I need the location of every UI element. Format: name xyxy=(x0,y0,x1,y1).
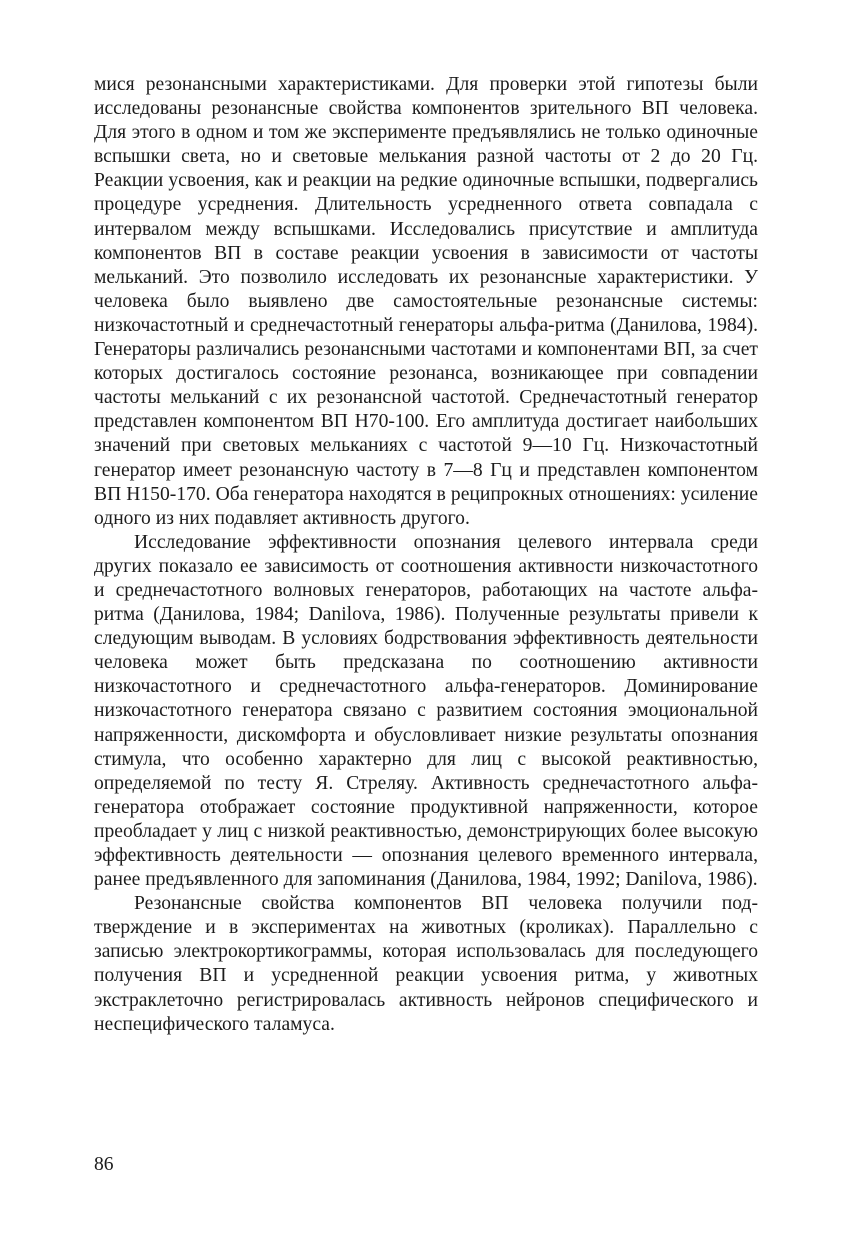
page-number: 86 xyxy=(94,1154,114,1175)
paragraph-2: Исследование эффективности опознания целевого интервала среди других показало ее зависимость от соотношения активности низкочастотного и среднечастотного волновых генераторов, работающих на частоте альфа-ритма (Данилова, 1984; Danilova, 1986). Полученные результаты привели к следующим выводам. В условиях бодрствования эффективность деятельности человека может быть предсказана по соотношению активности низкочастотного и среднечастотного альфа-генераторов. Доминирование низкочастотного генератора связано с развитием состояния эмоциональной напряженности, дискомфорта и обусловливает низкие результаты опознания стимула, что особенно характерно для лиц с высокой реактивностью, определяемой по тесту Я. Стреляу. Активность среднечастотного альфа-генератора отображает состояние продуктивной напряженности, которое преобладает у лиц с низкой реактивностью, демонстрирующих более высокую эффективность деятельности — опознания целевого временного интервала, ранее предъявленного для запоминания (Данилова, 1984, 1992; Danilova, 1986). xyxy=(94,531,758,891)
page-text-block xyxy=(94,73,758,1037)
paragraph-3: Резонансные свойства компонентов ВП человека получили подтверждение и в экспериментах на животных (кроликах). Параллельно с записью электрокортикограммы, которая использовалась для последующего получения ВП и усредненной реакции усвоения ритма, у животных экстраклеточно регистрировалась активность нейронов специфического и неспецифического таламуса. xyxy=(94,893,758,1035)
paragraph-1: мися резонансными характеристиками. Для проверки этой гипотезы были исследованы резонансные свойства компонентов зрительного ВП человека. Для этого в одном и том же эксперименте предъявлялись не только одиночные вспышки света, но и световые мелькания разной частоты от 2 до 20 Гц. Реакции усвоения, как и реакции на редкие одиночные вспышки, подвергались процедуре усреднения. Длительность усредненного ответа совпадала с интервалом между вспышками. Исследовались присутствие и амплитуда компонентов ВП в составе реакции усвоения в зависимости от частоты мельканий. Это позволило исследовать их резонансные характеристики. У человека было выявлено две самостоятельные резонансные системы: низкочастотный и среднечастотный генераторы альфа-ритма (Данилова, 1984). Генераторы различались резонансными частотами и компонентами ВП, за счет которых достигалось состояние резонанса, возникающее при совпадении частоты мельканий с их резонансной частотой. Среднечастотный генератор представлен компонентом ВП Н70-100. Его амплитуда достигает наибольших значений при световых мельканиях с частотой 9—10 Гц. Низкочастотный генератор имеет резонансную частоту в 7—8 Гц и представлен компонентом ВП Н150-170. Оба генератора находятся в реципрокных отношениях: усиление одного из них подавляет активность другого. xyxy=(94,74,758,529)
